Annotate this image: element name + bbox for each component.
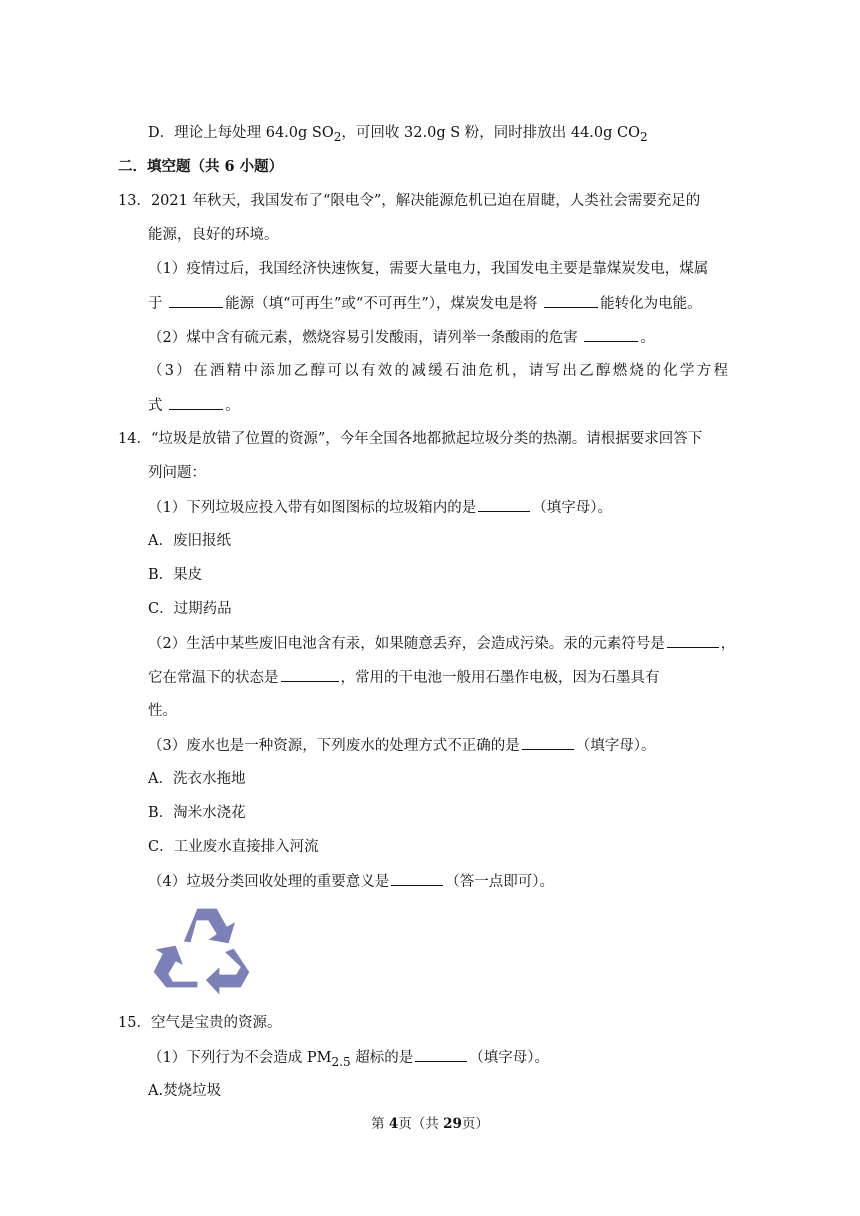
q14-part4: （4）垃圾分类回收处理的重要意义是 （答一点即可）。 — [148, 871, 554, 892]
answer-blank — [391, 871, 443, 886]
d-option-line: D．理论上每处理 64.0g $SO_2$，可回收 32.0g S 粉，同时排放出 44.0g $CO_2$ — [148, 125, 648, 144]
q13-stem-line2: 能源，良好的环境。 — [148, 227, 279, 243]
q14-part3-option-b: B．淘米水浇花 — [148, 805, 246, 821]
q14-option-a: A．废旧报纸 — [148, 533, 231, 549]
q13-stem-line1: 13．2021 年秋天，我国发布了“限电令”，解决能源危机已迫在眉睫，人类社会需要充足的 — [118, 193, 701, 209]
q15-part1: （1）下列行为不会造成 $PM_{2.5}$ 超标的是 （填字母）。 — [148, 1047, 549, 1072]
q14-stem-line2: 列问题： — [148, 465, 206, 481]
q13-part1-line2: 于 能源（填“可再生”或“不可再生”），煤炭发电是将 能转化为电能。 — [148, 293, 702, 314]
answer-blank — [169, 293, 223, 308]
q14-part1: （1）下列垃圾应投入带有如图图标的垃圾箱内的是 （填字母）。 — [148, 497, 612, 518]
q13-part3-line1: （3）在酒精中添加乙醇可以有效的减缓石油危机，请写出乙醇燃烧的化学方程 — [148, 363, 728, 379]
answer-blank — [544, 293, 598, 308]
q14-part3-option-a: A．洗衣水拖地 — [148, 771, 246, 787]
q14-stem-line1: 14．“垃圾是放错了位置的资源”，今年全国各地都掀起垃圾分类的热潮。请根据要求回答下 — [118, 431, 703, 447]
answer-blank — [281, 667, 339, 682]
q14-option-c: C．过期药品 — [148, 601, 232, 617]
answer-blank — [667, 633, 719, 648]
q13-part3-line2: 式 。 — [148, 395, 240, 416]
answer-blank — [584, 327, 638, 342]
answer-blank — [415, 1047, 467, 1062]
q14-option-b: B．果皮 — [148, 567, 203, 583]
recycle-icon — [150, 900, 254, 996]
q14-part3: （3）废水也是一种资源，下列废水的处理方式不正确的是 （填字母）。 — [148, 735, 655, 756]
answer-blank — [478, 497, 530, 512]
q15-option-a: A.焚烧垃圾 — [148, 1083, 222, 1099]
q14-part2-line3: 性。 — [148, 703, 177, 719]
q14-part2-line1: （2）生活中某些废旧电池含有汞，如果随意丢弃，会造成污染。汞的元素符号是 ， — [148, 633, 735, 654]
answer-blank — [169, 395, 223, 410]
page-footer: 第 4页（共 29页） — [371, 1116, 489, 1132]
page-number: 4 — [388, 1116, 399, 1132]
q13-part2: （2）煤中含有硫元素，燃烧容易引发酸雨，请列举一条酸雨的危害 。 — [148, 327, 655, 348]
q14-part3-option-c: C．工业废水直接排入河流 — [148, 839, 319, 855]
q14-part2-line2: 它在常温下的状态是 ，常用的干电池一般用石墨作电极，因为石墨具有 — [148, 667, 660, 688]
q13-part1-line1: （1）疫情过后，我国经济快速恢复，需要大量电力，我国发电主要是靠煤炭发电，煤属 — [148, 261, 709, 277]
page-total: 29 — [443, 1116, 462, 1132]
q15-stem: 15．空气是宝贵的资源。 — [118, 1015, 282, 1031]
section-title: 二．填空题（共 6 小题） — [118, 158, 284, 175]
answer-blank — [522, 735, 574, 750]
